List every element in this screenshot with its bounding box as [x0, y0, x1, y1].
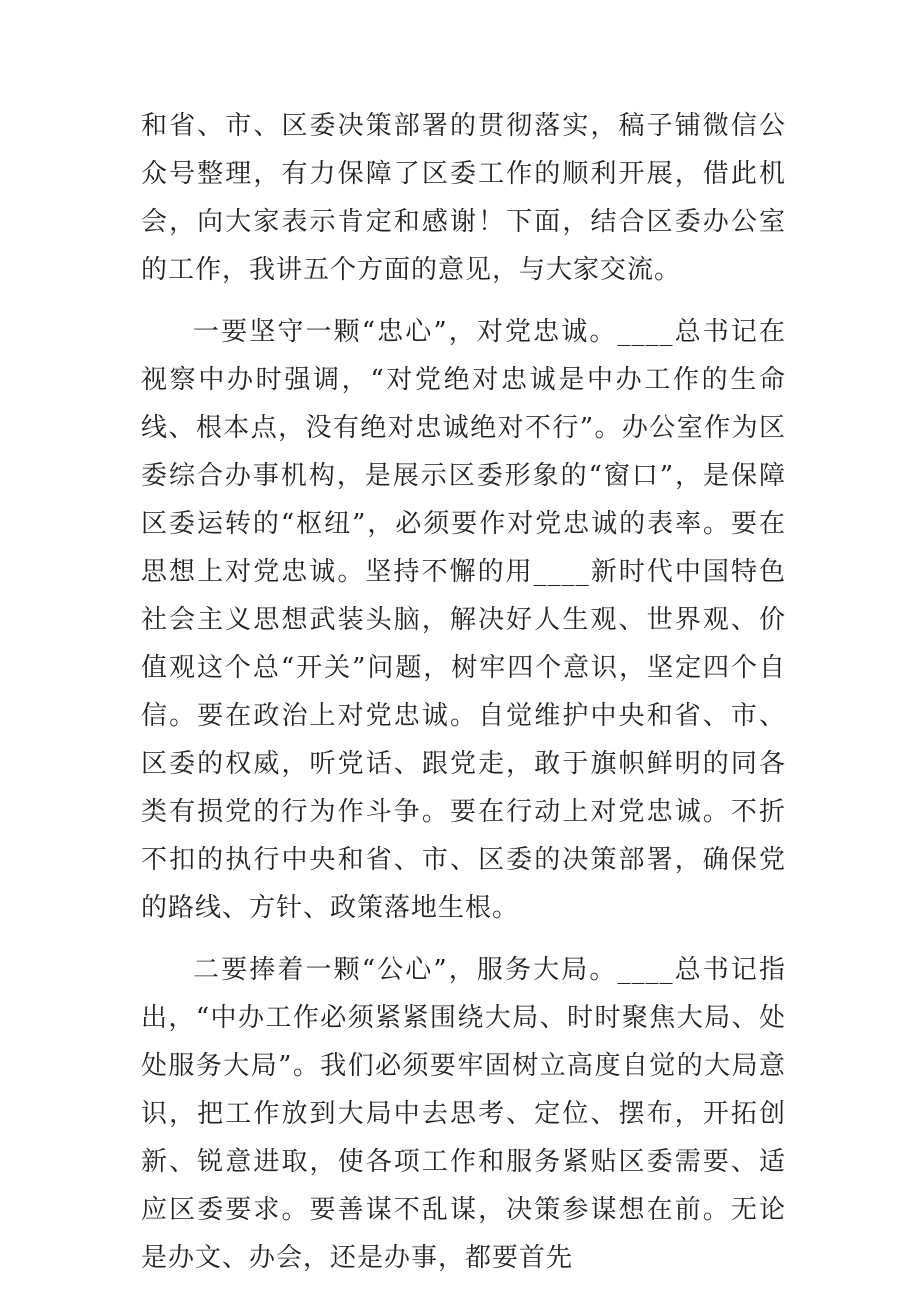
paragraph-continued-intro: 和省、市、区委决策部署的贯彻落实，稿子铺微信公众号整理，有力保障了区委工作的顺利开展，借此机会，向大家表示肯定和感谢！下面，结合区委办公室的工作，我讲五个方面的意见，与大家交流。 [141, 111, 786, 285]
document-body [141, 102, 786, 1282]
paragraph-serve-big-picture: 二要捧着一颗“公心”，服务大局。____总书记指出，“中办工作必须紧紧围绕大局、时时聚焦大局、处处服务大局”。我们必须要牢固树立高度自觉的大局意识，把工作放到大局中去思考、定位、摆布，开拓创新、锐意进取，使各项工作和服务紧贴区委需要、适应区委要求。要善谋不乱谋，决策参谋想在前。无论是办文、办会，还是办事，都要首先 [141, 955, 786, 1273]
paragraph-loyalty: 一要坚守一颗“忠心”，对党忠诚。____总书记在视察中办时强调，“对党绝对忠诚是中办工作的生命线、根本点，没有绝对忠诚绝对不行”。办公室作为区委综合办事机构，是展示区委形象的“窗口”，是保障区委运转的“枢纽”，必须要作对党忠诚的表率。要在思想上对党忠诚。坚持不懈的用____新时代中国特色社会主义思想武装头脑，解决好人生观、世界观、价值观这个总“开关”问题，树牢四个意识，坚定四个自信。要在政治上对党忠诚。自觉维护中央和省、市、区委的权威，听党话、跟党走，敢于旗帜鲜明的同各类有损党的行为作斗争。要在行动上对党忠诚。不折不扣的执行中央和省、市、区委的决策部署，确保党的路线、方针、政策落地生根。 [141, 317, 786, 923]
